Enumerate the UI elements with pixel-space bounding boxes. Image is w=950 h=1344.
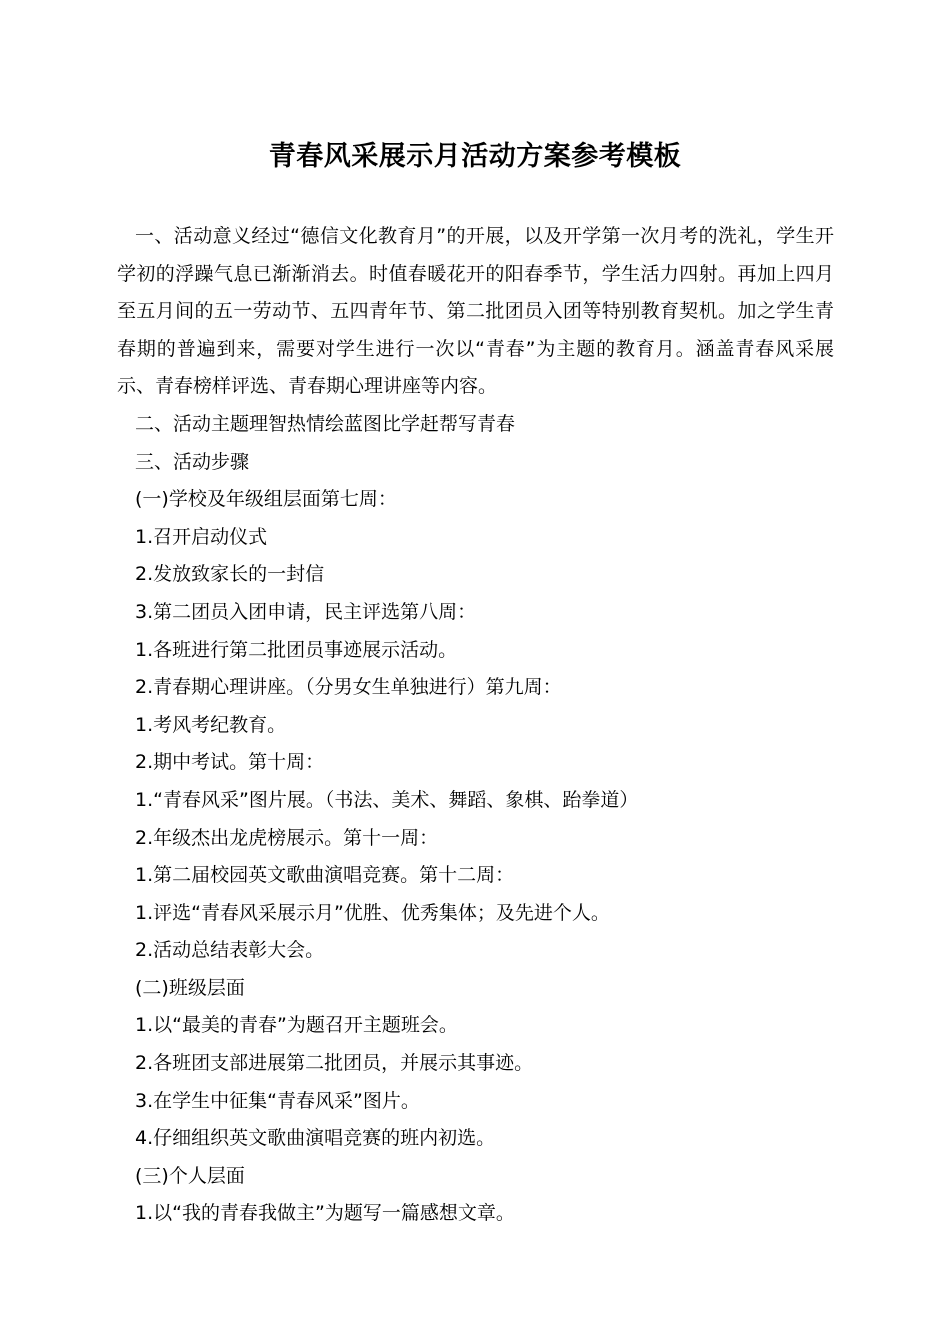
document-line: (一)学校及年级组层面第七周： <box>135 488 397 511</box>
document-line: 2.活动总结表彰大会。 <box>135 939 325 962</box>
document-line: (三)个人层面 <box>135 1164 245 1187</box>
document-lines <box>117 406 834 1233</box>
document-line: 2.发放致家长的一封信 <box>135 563 325 586</box>
document-title: 青春风采展示月活动方案参考模板 <box>268 141 682 172</box>
document-line: 1.各班进行第二批团员事迹展示活动。 <box>135 638 458 661</box>
intro-paragraph: 一、活动意义经过“德信文化教育月”的开展，以及开学第一次月考的洗礼，学生开学初的浮躁气息已渐渐消去。时值春暖花开的阳春季节，学生活力四射。再加上四月至五月间的五一劳动节、五四青年节、第二批团员入团等特别教育契机。加之学生青春期的普遍到来，需要对学生进行一次以“青春”为主题的教育月。涵盖青春风采展示、青春榜样评选、青春期心理讲座等内容。 <box>117 225 834 398</box>
document-line: 1.以“我的青春我做主”为题写一篇感想文章。 <box>135 1202 515 1225</box>
document-line: 1.召开启动仪式 <box>135 525 268 548</box>
document-line: 2.期中考试。第十周： <box>135 751 325 774</box>
document-line: 3.在学生中征集“青春风采”图片。 <box>135 1089 420 1112</box>
document-line: 二、活动主题理智热情绘蓝图比学赶帮写青春 <box>135 412 516 435</box>
document-line: 2.年级杰出龙虎榜展示。第十一周： <box>135 826 439 849</box>
document-line: 1.评选“青春风采展示月”优胜、优秀集体；及先进个人。 <box>135 901 610 924</box>
document-line: 2.各班团支部进展第二批团员，并展示其事迹。 <box>135 1052 534 1075</box>
document-line: 三、活动步骤 <box>135 450 250 473</box>
document-body <box>117 218 834 1233</box>
document-line: 1.以“最美的青春”为题召开主题班会。 <box>135 1014 458 1037</box>
document-line: (二)班级层面 <box>135 976 245 999</box>
document-line: 4.仔细组织英文歌曲演唱竞赛的班内初选。 <box>135 1127 496 1150</box>
document-line: 1.考风考纪教育。 <box>135 713 287 736</box>
document-line: 1.“青春风采”图片展。（书法、美术、舞蹈、象棋、跆拳道） <box>135 788 639 811</box>
document-line: 2.青春期心理讲座。（分男女生单独进行）第九周： <box>135 676 562 699</box>
document-line: 3.第二团员入团申请，民主评选第八周： <box>135 600 477 623</box>
document-line: 1.第二届校园英文歌曲演唱竞赛。第十二周： <box>135 864 515 887</box>
